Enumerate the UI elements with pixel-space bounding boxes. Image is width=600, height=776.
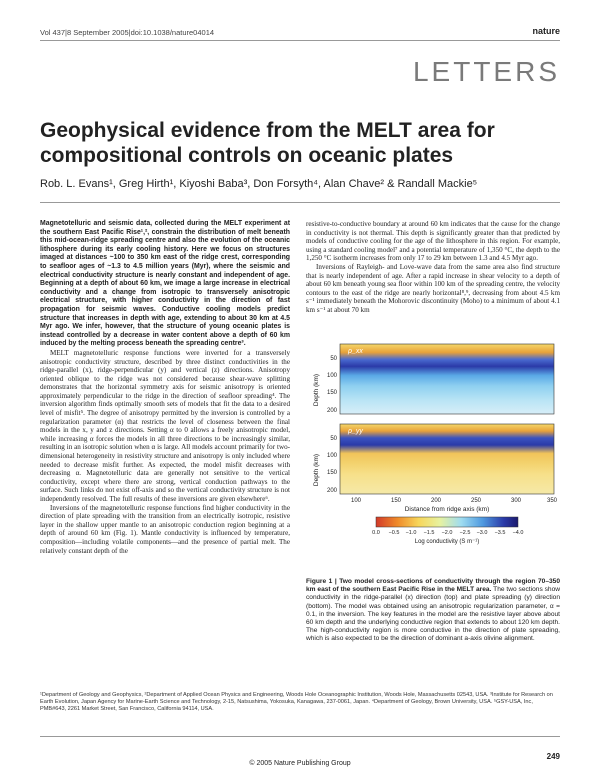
y-axis-label-top: Depth (km) bbox=[313, 373, 320, 407]
colorbar-tick: −4.0 bbox=[512, 530, 524, 536]
section-label: LETTERS bbox=[412, 56, 560, 87]
x-tick-label: 300 bbox=[510, 498, 522, 504]
journal-name: nature bbox=[532, 26, 560, 36]
colorbar-tick: −2.0 bbox=[441, 530, 453, 536]
colorbar-tick: −2.5 bbox=[459, 530, 471, 536]
y-tick-label: 50 bbox=[330, 356, 337, 362]
colorbar bbox=[376, 517, 518, 527]
colorbar-tick: −3.0 bbox=[476, 530, 488, 536]
panel-bottom bbox=[340, 424, 554, 494]
body-paragraph-3: resistive-to-conductive boundary at around 60 km indicates that the cause for the change in conductivity is not thermal. This depth is significantly greater than that predicted by models of conductive cooling for the age of the lithosphere in this region. For example, using a standard cooling model⁷ and a potential temperature of 1,350 °C, the depth to the 1,250 °C isotherm increases from only 17 to 29 km between 1.3 and 4.5 Myr ago. bbox=[306, 220, 560, 263]
y-axis-label-bottom: Depth (km) bbox=[313, 453, 320, 487]
y-tick-label: 100 bbox=[326, 453, 337, 459]
y-tick-label: 200 bbox=[326, 488, 337, 494]
x-tick-label: 250 bbox=[470, 498, 482, 504]
article-title: Geophysical evidence from the MELT area for compositional controls on oceanic plates bbox=[40, 119, 495, 167]
body-paragraph-2: Inversions of the magnetotelluric response functions find higher conductivity in the direction of plate spreading with the transition from an electrically isotropic, resistive layer in the shallow upper mantle to an anisotropic conduction region beginning at a depth of around 60 km (Fig. 1). Mantle conductivity is influenced by temperature, composition—including volatile components—and the presence of partial melt. The relatively constant depth of the bbox=[40, 503, 290, 555]
colorbar-tick: −3.5 bbox=[494, 530, 506, 536]
x-axis-label: Distance from ridge axis (km) bbox=[404, 506, 490, 513]
body-paragraph-4: Inversions of Rayleigh- and Love-wave data from the same area also find structure that is nearly independent of age. After a rapid increase in shear velocity to a depth of about 60 km beneath young sea floor within 100 km of the spreading centre, the velocity contours to the east of the ridge are nearly horizontal⁸,⁹, decreasing from about 4.5 km s⁻¹ immediately beneath the Mohorovic discontinuity (Moho) to a minimum of about 4.1 km s⁻¹ at about 70 km bbox=[306, 262, 560, 314]
figure-caption bbox=[306, 578, 560, 644]
body-paragraph-1: MELT magnetotelluric response functions were inverted for a transversely anisotropic conductivity structure, described by three distinct conductivities in the ridge-parallel (x), ridge-perpendicular (y) and vertical (z) directions. Anisotropy oriented oblique to the ridge was not considered because shear-wave splitting demonstrates that the horizontal symmetry axis for seismic anisotropy is oriented approximately perpendicular to the ridge in the direction of seafloor spreading⁴. The inversion algorithm finds optimally smooth sets of models that fit the data to a desired level of misfit⁵. The degree of anisotropy permitted by the inversion is controlled by a regularization parameter (α) that restricts the level of closeness between the final models in the x, y and z directions. Setting α to 0 allows a freely anisotropic model, while increasing α forces the models in all three directions to be increasingly similar, resulting in an isotropic solution when α is large. All models account primarily for two-dimensional heterogeneity in resistivity structure and anisotropy is only included where needed to decrease misfit further. As expected, the model misfit decreases with decreasing α. Magnetotelluric data are generally not sensitive to the vertical conductivity, except where there are strong, vertical conduction pathways to the surface. Such links do not exist off-axis and so the vertical conductivity structure is not independently resolved. The full results of these inversions are given elsewhere⁶. bbox=[40, 348, 290, 503]
panel-top bbox=[340, 344, 554, 414]
affiliations: ¹Department of Geology and Geophysics, ²Department of Applied Ocean Physics and Engineering, Woods Hole Oceanographic Institution, Woods Hole, Massachusetts 02543, USA. ³Institute for Research on Earth Evolution, Japan Agency for Marine-Earth Science and Technology, 2-15, Natsushima, Yokosuka, Kanagawa, 237-0061, Japan. ⁴Department of Geology, Brown University, USA. ⁵GSY-USA, Inc, PMB#643, 2261 Market Street, San Francisco, California 94114, USA. bbox=[40, 692, 553, 712]
panel-bottom-label: ρ_yy bbox=[348, 428, 363, 435]
y-tick-label: 150 bbox=[326, 470, 337, 476]
y-tick-label: 200 bbox=[326, 408, 337, 414]
x-tick-label: 150 bbox=[390, 498, 402, 504]
abstract: Magnetotelluric and seismic data, collected during the MELT experiment at the southern East Pacific Rise¹,², constrain the distribution of melt beneath this mid-ocean-ridge spreading centre and also the evolution of the oceanic lithosphere during its early cooling history. Here we focus on structures imaged at distances ~100 to 350 km east of the ridge crest, corresponding to seafloor ages of ~1.3 to 4.5 million years (Myr), where the seismic and electrical conductivity structure is nearly constant and independent of age. Beginning at a depth of about 60 km, we image a large increase in electrical conductivity and a change from isotropic to transversely anisotropic electrical structure, with higher conductivity in the direction of fast propagation for seismic waves. Conductive cooling models predict structure that increases in depth with age, extending to about 30 km at 4.5 Myr ago. We infer, however, that the structure of young oceanic plates is instead controlled by a decrease in water content above a depth of 60 km induced by the melting process beneath the spreading centre³. bbox=[40, 220, 290, 348]
footer-divider bbox=[40, 736, 560, 737]
colorbar-label: Log conductivity (S m⁻¹) bbox=[414, 539, 480, 545]
caption-body: The two sections show conductivity in the ridge-parallel (x) direction (top) and plate spreading (y) direction (bottom). The model was obtained using an anisotropic regularization parameter, α = 0.1, in the inversion. The key features in the model are the resistive layer above about 60 km depth and the underlying conductive region that extends to about 120 km depth. The high-conductivity region is more conductive in the direction of plate spreading, which is also expected to be the direction of dominant a-axis olivine alignment. bbox=[306, 586, 561, 643]
colorbar-tick: −1.5 bbox=[423, 530, 435, 536]
figure-1-graphic bbox=[306, 340, 560, 580]
title-divider bbox=[40, 202, 560, 203]
colorbar-tick: −0.5 bbox=[388, 530, 400, 536]
author-list: Rob. L. Evans¹, Greg Hirth¹, Kiyoshi Baba³, Don Forsyth⁴, Alan Chave² & Randall Mackie⁵ bbox=[40, 178, 478, 190]
caption-title: Figure 1 | Two model cross-sections of conductivity through the region 70–350 km east of the southern East Pacific Rise in the MELT area. bbox=[306, 578, 560, 594]
right-column bbox=[306, 220, 560, 315]
left-column bbox=[40, 220, 290, 555]
y-tick-label: 150 bbox=[326, 390, 337, 396]
journal-reference: Vol 437|8 September 2005|doi:10.1038/nature04014 bbox=[40, 28, 215, 37]
colorbar-tick: −1.0 bbox=[405, 530, 417, 536]
colorbar-tick: 0.0 bbox=[372, 530, 380, 536]
figure-1 bbox=[306, 340, 560, 580]
header-divider bbox=[40, 40, 560, 41]
x-tick-label: 200 bbox=[430, 498, 442, 504]
panel-top-label: ρ_xx bbox=[348, 348, 363, 355]
y-tick-label: 100 bbox=[326, 373, 337, 379]
y-tick-label: 50 bbox=[330, 436, 337, 442]
x-tick-label: 100 bbox=[350, 498, 362, 504]
copyright: © 2005 Nature Publishing Group bbox=[249, 760, 351, 767]
x-tick-label: 350 bbox=[546, 498, 558, 504]
page-number: 249 bbox=[546, 752, 560, 761]
